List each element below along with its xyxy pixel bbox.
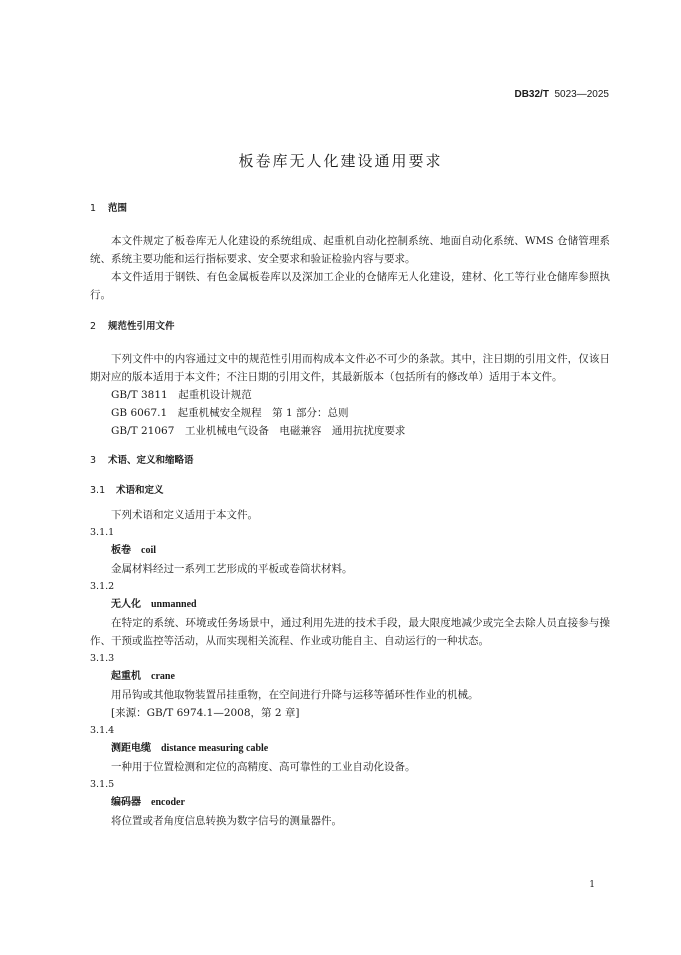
term-source: [来源：GB/T 6974.1—2008，第 2 章] bbox=[111, 707, 300, 719]
term-name: 板卷 coil bbox=[111, 545, 156, 556]
term-definition: 用吊钩或其他取物装置吊挂重物，在空间进行升降与运移等循环性作业的机械。 bbox=[111, 689, 479, 701]
term-number: 3.1.2 bbox=[90, 581, 115, 592]
section-3-heading: 3 术语、定义和缩略语 bbox=[90, 455, 194, 466]
section-3-1-heading: 3.1 术语和定义 bbox=[90, 485, 164, 496]
term-definition: 在特定的系统、环境或任务场景中，通过利用先进的技术手段，最大限度地减少或完全去除人员直接参与操作、干预或监控等活动，从而实现相关流程、作业或功能自主、自动运行的一种状态。 bbox=[90, 617, 610, 647]
term-number: 3.1.3 bbox=[90, 653, 115, 664]
code-prefix: DB32/T bbox=[514, 89, 549, 100]
term-name: 无人化 unmanned bbox=[111, 599, 197, 610]
term-definition: 金属材料经过一系列工艺形成的平板或卷筒状材料。 bbox=[111, 563, 353, 575]
term-number: 3.1.1 bbox=[90, 527, 115, 538]
reference-item: GB/T 3811 起重机设计规范 bbox=[111, 389, 252, 401]
section-3-1-intro: 下列术语和定义适用于本文件。 bbox=[111, 509, 258, 521]
term-definition: 一种用于位置检测和定位的高精度、高可靠性的工业自动化设备。 bbox=[111, 761, 416, 773]
term-number: 3.1.4 bbox=[90, 725, 115, 736]
section-2-intro: 下列文件中的内容通过文中的规范性引用而构成本文件必不可少的条款。其中，注日期的引用文件，仅该日期对应的版本适用于本文件；不注日期的引用文件，其最新版本（包括所有的修改单）适用于本文件。 bbox=[90, 353, 610, 383]
section-2-heading: 2 规范性引用文件 bbox=[90, 321, 175, 332]
section-1-paragraph: 本文件规定了板卷库无人化建设的系统组成、起重机自动化控制系统、地面自动化系统、WMS 仓储管理系统、系统主要功能和运行指标要求、安全要求和验证检验内容与要求。 bbox=[90, 235, 610, 265]
term-definition: 将位置或者角度信息转换为数字信号的测量器件。 bbox=[111, 815, 342, 827]
term-name: 起重机 crane bbox=[111, 671, 175, 682]
reference-item: GB/T 21067 工业机械电气设备 电磁兼容 通用抗扰度要求 bbox=[111, 425, 406, 437]
section-1-paragraph: 本文件适用于钢铁、有色金属板卷库以及深加工企业的仓储库无人化建设，建材、化工等行业仓储库参照执行。 bbox=[90, 271, 610, 301]
code-number: 5023—2025 bbox=[554, 89, 609, 100]
term-name: 测距电缆 distance measuring cable bbox=[111, 743, 269, 754]
page-number: 1 bbox=[589, 880, 595, 890]
term-name: 编码器 encoder bbox=[111, 797, 185, 808]
page-title: 板卷库无人化建设通用要求 bbox=[238, 152, 443, 170]
document-body bbox=[90, 200, 610, 830]
document-code bbox=[514, 89, 609, 100]
term-number: 3.1.5 bbox=[90, 779, 115, 790]
section-1-heading: 1 范围 bbox=[90, 203, 128, 214]
reference-item: GB 6067.1 起重机械安全规程 第 1 部分：总则 bbox=[111, 407, 349, 419]
